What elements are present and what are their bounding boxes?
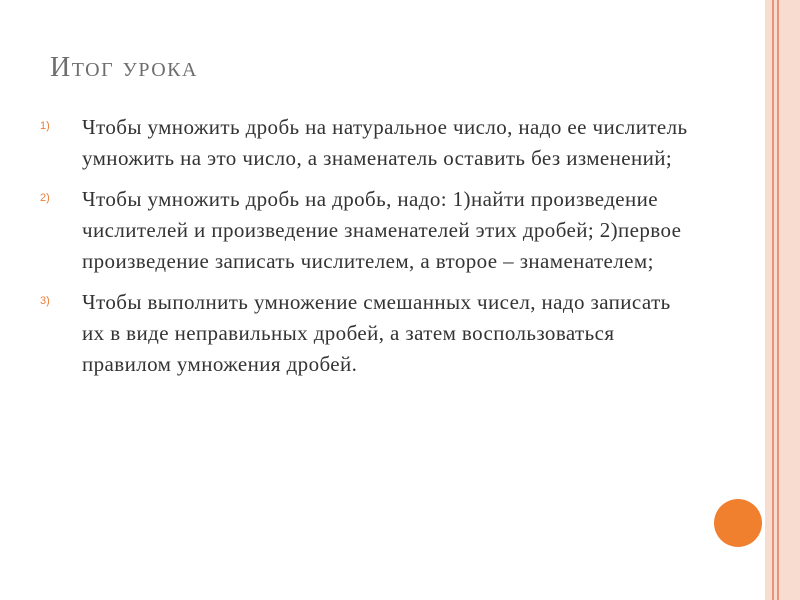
- right-decorative-bar: [765, 0, 800, 600]
- list-item-text: Чтобы выполнить умножение смешанных чисел, надо записать их в виде неправильных дробей, а затем воспользоваться правилом умножения дробей.: [82, 290, 671, 376]
- summary-list: [40, 112, 690, 390]
- right-decorative-line: [777, 0, 779, 600]
- list-item: [40, 184, 690, 277]
- list-item: [40, 287, 690, 380]
- list-number: 3): [40, 295, 50, 307]
- right-decorative-line: [772, 0, 774, 600]
- list-item: [40, 112, 690, 174]
- list-number: 1): [40, 120, 50, 132]
- list-item-text: Чтобы умножить дробь на натуральное число, надо ее числитель умножить на это число, а знаменатель оставить без изменений;: [82, 115, 688, 170]
- list-item-text: Чтобы умножить дробь на дробь, надо: 1)найти произведение числителей и произведение знаменателей этих дробей; 2)первое произведение записать числителем, а второе – знаменателем;: [82, 187, 682, 273]
- slide-title: Итог урока: [50, 52, 198, 83]
- orange-circle-decoration: [714, 499, 762, 547]
- list-number: 2): [40, 192, 50, 204]
